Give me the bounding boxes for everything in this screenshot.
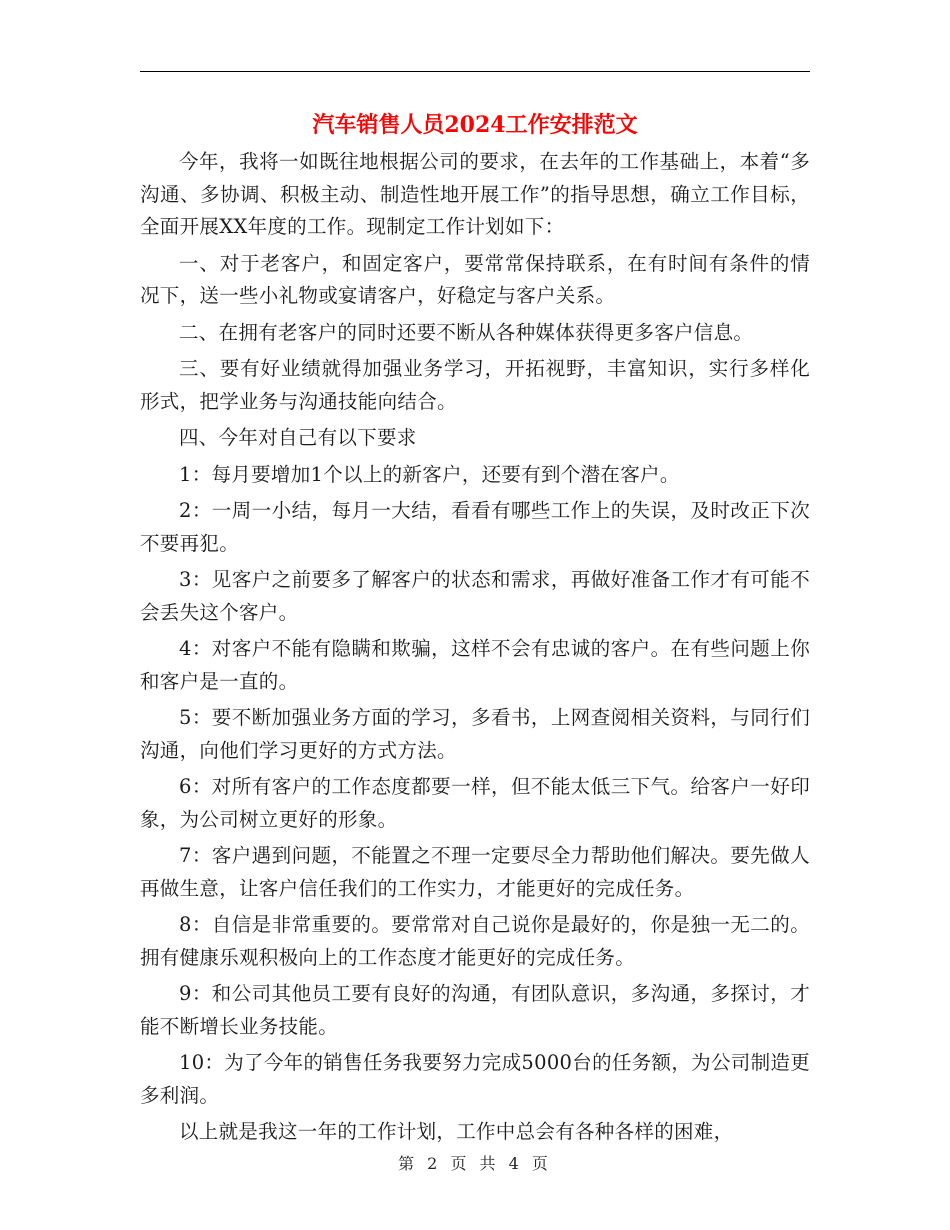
list-item-7: 7：客户遇到问题，不能置之不理一定要尽全力帮助他们解决。要先做人再做生意，让客户信任我们的工作实力，才能更好的完成任务。: [140, 844, 810, 900]
paragraph-section-1: 一、对于老客户，和固定客户，要常常保持联系，在有时间有条件的情况下，送一些小礼物或宴请客户，好稳定与客户关系。: [140, 251, 810, 307]
paragraph-section-2: 二、在拥有老客户的同时还要不断从各种媒体获得更多客户信息。: [179, 320, 754, 344]
list-item-6: 6：对所有客户的工作态度都要一样，但不能太低三下气。给客户一好印象，为公司树立更好的形象。: [140, 775, 810, 831]
page-number-footer: 第 2 页 共 4 页: [398, 1154, 552, 1173]
list-item-2: 2：一周一小结，每月一大结，看看有哪些工作上的失误，及时改正下次不要再犯。: [140, 499, 810, 555]
document-title: 汽车销售人员2024工作安排范文: [312, 112, 638, 138]
list-item-8: 8：自信是非常重要的。要常常对自己说你是最好的，你是独一无二的。拥有健康乐观积极向上的工作态度才能更好的完成任务。: [140, 913, 810, 969]
list-item-5: 5：要不断加强业务方面的学习，多看书，上网查阅相关资料，与同行们沟通，向他们学习更好的方式方法。: [140, 706, 810, 762]
list-item-3: 3：见客户之前要多了解客户的状态和需求，再做好准备工作才有可能不会丢失这个客户。: [140, 568, 810, 624]
paragraph-closing: 以上就是我这一年的工作计划，工作中总会有各种各样的困难，: [179, 1120, 734, 1143]
header-rule: [140, 71, 810, 72]
list-item-1: 1：每月要增加1个以上的新客户，还要有到个潜在客户。: [179, 462, 680, 486]
paragraph-intro: 今年，我将一如既往地根据公司的要求，在去年的工作基础上，本着“多沟通、多协调、积极主动、制造性地开展工作”的指导思想，确立工作目标，全面开展XX年度的工作。现制定工作计划如下：: [140, 150, 810, 238]
document-body: [140, 146, 810, 1149]
paragraph-section-4: 四、今年对自己有以下要求: [179, 426, 417, 449]
list-item-4: 4：对客户不能有隐瞒和欺骗，这样不会有忠诚的客户。在有些问题上你和客户是一直的。: [140, 637, 810, 693]
list-item-9: 9：和公司其他员工要有良好的沟通，有团队意识，多沟通，多探讨，才能不断增长业务技能。: [140, 982, 810, 1038]
list-item-10: 10：为了今年的销售任务我要努力完成5000台的任务额，为公司制造更多利润。: [140, 1051, 810, 1107]
paragraph-section-3: 三、要有好业绩就得加强业务学习，开拓视野，丰富知识，实行多样化形式，把学业务与沟通技能向结合。: [140, 357, 810, 413]
